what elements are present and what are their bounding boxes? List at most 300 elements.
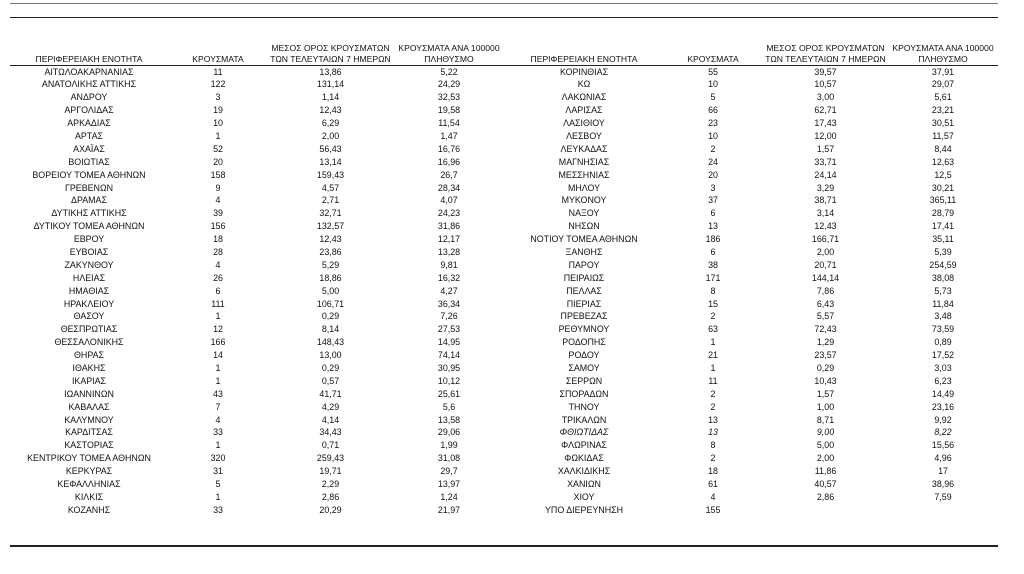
left-per100k-cell: 31,08 — [437, 453, 461, 464]
table-row — [10, 491, 998, 504]
table-row — [10, 440, 998, 453]
left-avg7-cell: 12,43 — [319, 234, 342, 245]
table-row — [10, 401, 998, 414]
left-per100k-cell: 12,17 — [437, 234, 461, 245]
left-per100k-cell: 19,58 — [437, 105, 461, 116]
right-region-cell: ΛΕΥΚΑΔΑΣ — [560, 143, 608, 154]
right-region-cell: ΠΕΛΛΑΣ — [566, 285, 602, 296]
right-region-cell: ΞΑΝΘΗΣ — [565, 247, 603, 258]
right-per100k-cell: 30,51 — [931, 118, 955, 129]
right-per100k-cell: 23,16 — [931, 401, 955, 412]
left-avg7-cell: 2,29 — [321, 479, 340, 490]
right-region-cell: ΡΟΔΟΠΗΣ — [562, 337, 606, 348]
left-per100k-cell: 5,22 — [440, 66, 458, 77]
right-per100k-cell: 17,52 — [931, 350, 955, 361]
left-per100k-cell: 28,34 — [437, 182, 461, 193]
left-region-cell: ΚΟΖΑΝΗΣ — [67, 504, 111, 515]
right-per100k-cell: 12,63 — [931, 156, 955, 167]
right-cases-cell: 37 — [708, 195, 718, 206]
right-cases-cell: 1 — [710, 363, 716, 374]
right-avg7-cell: 12,43 — [814, 221, 837, 232]
right-region-cell: ΥΠΟ ΔΙΕΡΕΥΝΗΣΗ — [545, 504, 623, 515]
right-region-cell: ΜΗΛΟΥ — [567, 182, 601, 193]
right-avg7-cell: 7,86 — [816, 285, 835, 296]
left-region-cell: ΘΑΣΟΥ — [73, 311, 105, 322]
header-avg7-right: ΜΕΣΟΣ ΟΡΟΣ ΚΡΟΥΣΜΑΤΩΝ ΤΩΝ ΤΕΛΕΥΤΑΙΩΝ 7 ΗΜΕΡΩΝ — [765, 43, 886, 64]
left-region-cell: ΑΝΑΤΟΛΙΚΗΣ ΑΤΤΙΚΗΣ — [41, 79, 137, 90]
left-avg7-cell: 4,57 — [321, 182, 340, 193]
right-region-cell: ΤΡΙΚΑΛΩΝ — [561, 414, 607, 425]
right-cases-cell: 2 — [710, 388, 716, 399]
header-per100k-left: ΚΡΟΥΣΜΑΤΑ ΑΝΑ 100000 ΠΛΗΘΥΣΜΟ — [398, 43, 500, 64]
regional-cases-table — [10, 17, 998, 517]
right-per100k-cell: 17,41 — [931, 221, 955, 232]
left-per100k-cell: 5,6 — [442, 401, 456, 412]
right-cases-cell: 15 — [708, 298, 718, 309]
left-region-cell: ΘΕΣΠΡΩΤΙΑΣ — [60, 324, 118, 335]
right-avg7-cell: 20,71 — [814, 259, 837, 270]
right-avg7-cell: 2,00 — [816, 247, 835, 258]
left-avg7-cell: 23,86 — [319, 247, 342, 258]
left-per100k-cell: 74,14 — [437, 350, 461, 361]
table-row — [10, 350, 998, 363]
left-avg7-cell: 34,43 — [319, 427, 342, 438]
right-per100k-cell: 365,11 — [929, 195, 957, 206]
table-row — [10, 130, 998, 143]
right-cases-cell: 21 — [708, 350, 718, 361]
left-cases-cell: 320 — [210, 453, 226, 464]
right-cases-cell: 186 — [705, 234, 721, 245]
right-per100k-cell: 15,56 — [931, 440, 955, 451]
left-region-cell: ΗΛΕΙΑΣ — [72, 272, 106, 283]
right-per100k-cell: 12,5 — [934, 169, 952, 180]
table-row — [10, 479, 998, 492]
left-cases-cell: 11 — [213, 66, 223, 77]
right-avg7-cell: 40,57 — [814, 479, 837, 490]
left-cases-cell: 39 — [213, 208, 223, 219]
table-header-row — [10, 18, 998, 66]
right-avg7-cell: 3,29 — [816, 182, 835, 193]
table-row — [10, 285, 998, 298]
left-avg7-cell: 131,14 — [316, 79, 345, 90]
left-cases-cell: 18 — [213, 234, 223, 245]
left-region-cell: ΑΝΔΡΟΥ — [70, 92, 108, 103]
left-per100k-cell: 13,58 — [437, 414, 461, 425]
right-cases-cell: 3 — [710, 182, 716, 193]
top-rule — [10, 3, 998, 4]
left-cases-cell: 31 — [213, 466, 223, 477]
right-region-cell: ΛΑΡΙΣΑΣ — [565, 105, 603, 116]
left-avg7-cell: 41,71 — [319, 388, 342, 399]
left-cases-cell: 7 — [215, 401, 221, 412]
left-per100k-cell: 26,7 — [440, 169, 458, 180]
table-row — [10, 234, 998, 247]
left-cases-cell: 4 — [215, 195, 221, 206]
left-region-cell: ΑΡΓΟΛΙΔΑΣ — [64, 105, 114, 116]
right-avg7-cell: 10,57 — [814, 79, 837, 90]
left-per100k-cell: 30,95 — [437, 363, 461, 374]
right-avg7-cell: 38,71 — [814, 195, 837, 206]
left-per100k-cell: 21,97 — [437, 504, 461, 515]
left-cases-cell: 12 — [213, 324, 223, 335]
left-per100k-cell: 7,26 — [440, 311, 458, 322]
left-region-cell: ΚΑΛΥΜΝΟΥ — [64, 414, 114, 425]
right-per100k-cell: 28,79 — [931, 208, 955, 219]
left-cases-cell: 19 — [213, 105, 223, 116]
right-cases-cell: 10 — [708, 131, 718, 141]
right-avg7-cell: 1,00 — [816, 401, 835, 412]
left-per100k-cell: 13,28 — [437, 247, 461, 258]
right-cases-cell: 2 — [710, 453, 716, 464]
left-region-cell: ΚΑΣΤΟΡΙΑΣ — [64, 440, 114, 451]
right-per100k-cell: 11,84 — [932, 298, 954, 309]
left-per100k-cell: 16,32 — [437, 272, 461, 283]
right-per100k-cell: 37,91 — [931, 66, 955, 77]
left-per100k-cell: 27,53 — [437, 324, 461, 335]
table-body — [10, 66, 998, 518]
right-cases-cell: 63 — [708, 324, 718, 335]
right-cases-cell: 8 — [710, 440, 716, 451]
left-per100k-cell: 1,47 — [440, 131, 458, 141]
left-per100k-cell: 1,24 — [440, 491, 458, 502]
right-avg7-cell: 8,71 — [816, 414, 835, 425]
left-per100k-cell: 4,07 — [440, 195, 458, 206]
left-per100k-cell: 4,27 — [440, 285, 458, 296]
right-per100k-cell: 73,59 — [931, 324, 955, 335]
left-avg7-cell: 12,43 — [319, 105, 342, 116]
right-cases-cell: 155 — [705, 504, 721, 515]
right-per100k-cell: 3,03 — [934, 363, 952, 374]
left-region-cell: ΘΕΣΣΑΛΟΝΙΚΗΣ — [54, 337, 124, 348]
right-cases-cell: 2 — [710, 143, 716, 154]
left-region-cell: ΘΗΡΑΣ — [74, 350, 104, 361]
right-region-cell: ΝΟΤΙΟΥ ΤΟΜΕΑ ΑΘΗΝΩΝ — [530, 234, 638, 245]
table-row — [10, 453, 998, 466]
left-avg7-cell: 5,29 — [321, 259, 340, 270]
left-avg7-cell: 13,14 — [319, 156, 342, 167]
left-cases-cell: 1 — [215, 131, 221, 141]
left-per100k-cell: 11,54 — [438, 118, 460, 129]
right-avg7-cell: 1,57 — [816, 143, 835, 154]
right-cases-cell: 6 — [710, 247, 716, 258]
left-avg7-cell: 13,86 — [319, 66, 342, 77]
right-avg7-cell: 6,43 — [816, 298, 835, 309]
left-cases-cell: 3 — [215, 92, 221, 103]
left-region-cell: ΗΜΑΘΙΑΣ — [68, 285, 110, 296]
right-avg7-cell: 24,14 — [814, 169, 837, 180]
right-avg7-cell: 1,57 — [816, 388, 835, 399]
table-row — [10, 388, 998, 401]
left-region-cell: ΑΡΚΑΔΙΑΣ — [67, 118, 111, 129]
right-region-cell: ΦΩΚΙΔΑΣ — [564, 453, 604, 464]
right-cases-cell: 23 — [708, 118, 718, 129]
right-avg7-cell: 72,43 — [814, 324, 837, 335]
right-avg7-cell: 23,57 — [814, 350, 837, 361]
right-cases-cell: 18 — [708, 466, 718, 477]
left-cases-cell: 111 — [211, 298, 225, 309]
left-avg7-cell: 0,57 — [321, 375, 340, 386]
right-per100k-cell: 29,07 — [931, 79, 955, 90]
right-per100k-cell: 11,57 — [932, 131, 954, 141]
left-avg7-cell: 0,29 — [321, 311, 340, 322]
left-avg7-cell: 1,14 — [321, 92, 340, 103]
right-cases-cell: 11 — [708, 375, 718, 386]
right-per100k-cell — [888, 504, 998, 517]
right-per100k-cell: 8,44 — [934, 143, 952, 154]
right-per100k-cell: 38,96 — [931, 479, 955, 490]
right-cases-cell: 6 — [710, 208, 716, 219]
right-per100k-cell: 8,22 — [934, 427, 952, 438]
left-avg7-cell: 4,14 — [321, 414, 340, 425]
right-region-cell: ΦΛΩΡΙΝΑΣ — [561, 440, 607, 451]
left-cases-cell: 1 — [215, 491, 221, 502]
right-region-cell: ΤΗΝΟΥ — [568, 401, 600, 412]
left-avg7-cell: 13,00 — [319, 350, 342, 361]
right-avg7-cell: 0,29 — [816, 363, 835, 374]
table-row — [10, 195, 998, 208]
right-region-cell: ΜΕΣΣΗΝΙΑΣ — [558, 169, 610, 180]
left-avg7-cell: 6,29 — [321, 118, 340, 129]
right-avg7-cell: 11,86 — [814, 466, 837, 477]
right-avg7-cell: 12,00 — [814, 131, 837, 141]
right-region-cell: ΣΠΟΡΑΔΩΝ — [559, 388, 609, 399]
right-avg7-cell: 62,71 — [814, 105, 837, 116]
left-per100k-cell: 9,81 — [440, 259, 458, 270]
header-region-left: ΠΕΡΙΦΕΡΕΙΑΚΗ ΕΝΟΤΗΤΑ — [35, 53, 143, 64]
left-per100k-cell: 1,99 — [440, 440, 458, 451]
right-avg7-cell: 33,71 — [814, 156, 837, 167]
left-per100k-cell: 16,96 — [437, 156, 461, 167]
right-cases-cell: 24 — [708, 156, 718, 167]
right-per100k-cell: 6,23 — [934, 375, 952, 386]
left-avg7-cell: 2,86 — [321, 491, 340, 502]
table-row — [10, 92, 998, 105]
left-cases-cell: 5 — [215, 479, 221, 490]
right-region-cell: ΚΩ — [577, 79, 591, 90]
table-row — [10, 466, 998, 479]
table-row — [10, 504, 998, 517]
left-cases-cell: 6 — [215, 285, 221, 296]
left-avg7-cell: 2,00 — [321, 131, 340, 141]
left-per100k-cell: 31,86 — [437, 221, 461, 232]
right-per100k-cell: 35,11 — [932, 234, 954, 245]
left-region-cell: ΙΚΑΡΙΑΣ — [71, 375, 107, 386]
table-row — [10, 259, 998, 272]
right-region-cell: ΡΕΘΥΜΝΟΥ — [558, 324, 610, 335]
right-region-cell: ΝΑΞΟΥ — [568, 208, 600, 219]
right-cases-cell: 171 — [705, 272, 721, 283]
left-per100k-cell: 32,53 — [437, 92, 461, 103]
table-row — [10, 324, 998, 337]
left-avg7-cell: 2,71 — [321, 195, 340, 206]
left-region-cell: ΔΡΑΜΑΣ — [71, 195, 107, 206]
left-avg7-cell: 106,71 — [316, 298, 345, 309]
right-per100k-cell: 9,92 — [934, 414, 952, 425]
left-cases-cell: 4 — [215, 414, 221, 425]
table-row — [10, 246, 998, 259]
table-row — [10, 105, 998, 118]
right-cases-cell: 13 — [708, 427, 718, 438]
right-avg7-cell: 17,43 — [814, 118, 837, 129]
right-region-cell: ΠΙΕΡΙΑΣ — [566, 298, 602, 309]
table-row — [10, 272, 998, 285]
right-region-cell: ΛΑΚΩΝΙΑΣ — [561, 92, 607, 103]
right-region-cell: ΜΑΓΝΗΣΙΑΣ — [558, 156, 610, 167]
right-cases-cell: 66 — [708, 105, 718, 116]
right-avg7-cell — [763, 504, 888, 517]
right-region-cell: ΡΟΔΟΥ — [568, 350, 600, 361]
table-row — [10, 182, 998, 195]
left-region-cell: ΚΑΡΔΙΤΣΑΣ — [65, 427, 113, 438]
left-region-cell: ΑΙΤΩΛΟΑΚΑΡΝΑΝΙΑΣ — [44, 66, 134, 77]
left-avg7-cell: 159,43 — [316, 169, 345, 180]
left-avg7-cell: 259,43 — [316, 453, 345, 464]
table-row — [10, 414, 998, 427]
table-row — [10, 66, 998, 79]
right-per100k-cell: 17 — [938, 466, 948, 477]
table-row — [10, 169, 998, 182]
right-region-cell: ΦΘΙΩΤΙΔΑΣ — [559, 427, 609, 438]
right-cases-cell: 2 — [710, 311, 716, 322]
right-per100k-cell: 30,21 — [931, 182, 955, 193]
right-cases-cell: 10 — [708, 79, 718, 90]
right-per100k-cell: 254,59 — [929, 259, 957, 270]
left-per100k-cell: 14,95 — [437, 337, 461, 348]
left-avg7-cell: 4,29 — [321, 401, 340, 412]
left-avg7-cell: 8,14 — [321, 324, 340, 335]
left-per100k-cell: 16,76 — [437, 143, 461, 154]
table-row — [10, 156, 998, 169]
left-region-cell: ΒΟΡΕΙΟΥ ΤΟΜΕΑ ΑΘΗΝΩΝ — [32, 169, 146, 180]
right-region-cell: ΚΟΡΙΝΘΙΑΣ — [559, 66, 609, 77]
left-per100k-cell: 10,12 — [437, 375, 461, 386]
header-cases-right: ΚΡΟΥΣΜΑΤΑ — [687, 53, 739, 64]
right-region-cell: ΧΑΝΙΩΝ — [567, 479, 601, 490]
left-avg7-cell: 0,71 — [321, 440, 340, 451]
header-cases-left: ΚΡΟΥΣΜΑΤΑ — [192, 53, 244, 64]
right-avg7-cell: 2,86 — [816, 491, 835, 502]
left-region-cell: ΕΒΡΟΥ — [73, 234, 105, 245]
right-avg7-cell: 9,00 — [816, 427, 835, 438]
right-per100k-cell: 5,39 — [934, 247, 952, 258]
header-region-right: ΠΕΡΙΦΕΡΕΙΑΚΗ ΕΝΟΤΗΤΑ — [530, 53, 638, 64]
right-cases-cell: 1 — [710, 337, 716, 348]
right-avg7-cell: 10,43 — [814, 375, 837, 386]
right-per100k-cell: 7,59 — [934, 491, 952, 502]
left-region-cell: ΙΘΑΚΗΣ — [72, 363, 106, 374]
right-cases-cell: 13 — [708, 414, 718, 425]
left-per100k-cell: 29,06 — [437, 427, 461, 438]
right-per100k-cell: 3,48 — [934, 311, 952, 322]
left-cases-cell: 1 — [215, 440, 221, 451]
left-cases-cell: 14 — [213, 350, 223, 361]
left-per100k-cell: 24,23 — [437, 208, 461, 219]
table-row — [10, 221, 998, 234]
right-cases-cell: 61 — [708, 479, 718, 490]
right-region-cell: ΣΕΡΡΩΝ — [565, 375, 603, 386]
right-cases-cell: 8 — [710, 285, 716, 296]
left-region-cell: ΔΥΤΙΚΗΣ ΑΤΤΙΚΗΣ — [51, 208, 127, 219]
left-per100k-cell: 25,61 — [437, 388, 461, 399]
left-cases-cell: 156 — [210, 221, 226, 232]
left-region-cell: ΗΡΑΚΛΕΙΟΥ — [63, 298, 115, 309]
left-per100k-cell: 36,34 — [437, 298, 461, 309]
left-cases-cell: 20 — [213, 156, 223, 167]
right-cases-cell: 2 — [710, 401, 716, 412]
right-per100k-cell: 0,89 — [934, 337, 952, 348]
table-row — [10, 79, 998, 92]
left-region-cell: ΔΥΤΙΚΟΥ ΤΟΜΕΑ ΑΘΗΝΩΝ — [33, 221, 145, 232]
left-cases-cell: 33 — [213, 504, 223, 515]
right-avg7-cell: 5,00 — [816, 440, 835, 451]
left-per100k-cell: 24,29 — [437, 79, 461, 90]
left-region-cell: ΓΡΕΒΕΝΩΝ — [64, 182, 114, 193]
left-cases-cell: 1 — [215, 375, 221, 386]
right-per100k-cell: 5,73 — [934, 285, 952, 296]
right-per100k-cell: 38,08 — [931, 272, 955, 283]
left-avg7-cell: 56,43 — [319, 143, 342, 154]
left-region-cell: ΕΥΒΟΙΑΣ — [69, 247, 109, 258]
right-avg7-cell: 3,14 — [816, 208, 835, 219]
right-per100k-cell: 14,49 — [931, 388, 955, 399]
left-region-cell: ΚΕΝΤΡΙΚΟΥ ΤΟΜΕΑ ΑΘΗΝΩΝ — [27, 453, 151, 464]
left-region-cell: ΑΡΤΑΣ — [74, 131, 103, 141]
table-row — [10, 208, 998, 221]
left-avg7-cell: 32,71 — [319, 208, 342, 219]
table-row — [10, 427, 998, 440]
right-avg7-cell: 144,14 — [811, 272, 840, 283]
right-region-cell: ΠΡΕΒΕΖΑΣ — [560, 311, 608, 322]
left-region-cell: ΚΕΡΚΥΡΑΣ — [65, 466, 113, 477]
left-cases-cell: 10 — [213, 118, 223, 129]
left-avg7-cell: 148,43 — [316, 337, 345, 348]
left-per100k-cell: 13,97 — [437, 479, 461, 490]
left-avg7-cell: 18,86 — [319, 272, 342, 283]
left-cases-cell: 52 — [213, 143, 223, 154]
left-cases-cell: 43 — [213, 388, 223, 399]
left-cases-cell: 33 — [213, 427, 223, 438]
left-region-cell: ΙΩΑΝΝΙΝΩΝ — [64, 388, 114, 399]
bottom-rule — [10, 545, 998, 547]
right-avg7-cell: 166,71 — [811, 234, 840, 245]
table-row — [10, 118, 998, 131]
header-per100k-right: ΚΡΟΥΣΜΑΤΑ ΑΝΑ 100000 ΠΛΗΘΥΣΜΟ — [892, 43, 994, 64]
right-region-cell: ΠΕΙΡΑΙΩΣ — [563, 272, 605, 283]
left-avg7-cell: 132,57 — [316, 221, 345, 232]
right-region-cell: ΧΙΟΥ — [573, 491, 595, 502]
left-cases-cell: 4 — [215, 259, 221, 270]
left-avg7-cell: 0,29 — [321, 363, 340, 374]
left-region-cell: ΚΙΛΚΙΣ — [74, 491, 104, 502]
table-row — [10, 375, 998, 388]
header-avg7-left: ΜΕΣΟΣ ΟΡΟΣ ΚΡΟΥΣΜΑΤΩΝ ΤΩΝ ΤΕΛΕΥΤΑΙΩΝ 7 ΗΜΕΡΩΝ — [270, 43, 391, 64]
left-cases-cell: 166 — [210, 337, 226, 348]
right-avg7-cell: 2,00 — [816, 453, 835, 464]
left-avg7-cell: 19,71 — [319, 466, 342, 477]
left-avg7-cell: 5,00 — [321, 285, 340, 296]
left-region-cell: ΚΕΦΑΛΛΗΝΙΑΣ — [57, 479, 121, 490]
table-row — [10, 143, 998, 156]
table-row — [10, 298, 998, 311]
right-cases-cell: 13 — [708, 221, 718, 232]
left-cases-cell: 9 — [215, 182, 221, 193]
right-avg7-cell: 39,57 — [814, 66, 837, 77]
left-avg7-cell: 20,29 — [319, 504, 342, 515]
left-region-cell: ΖΑΚΥΝΘΟΥ — [64, 259, 114, 270]
right-region-cell: ΠΑΡΟΥ — [568, 259, 600, 270]
right-region-cell: ΝΗΣΩΝ — [568, 221, 600, 232]
table-row — [10, 311, 998, 324]
